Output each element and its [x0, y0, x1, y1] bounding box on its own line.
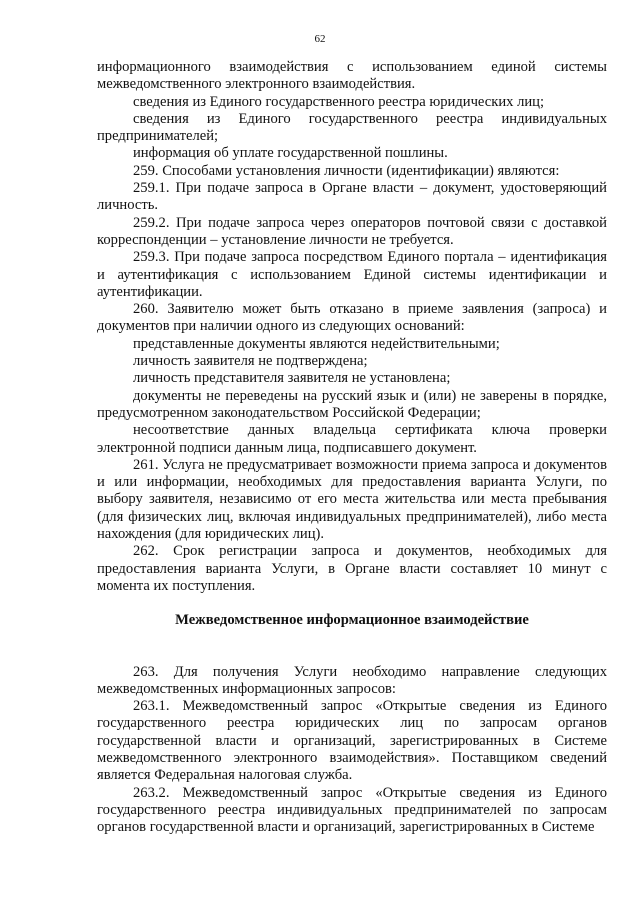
paragraph-259-3: 259.3. При подаче запроса посредством Единого портала – идентификация и аутентификация с использованием Единой системы идентификации и аутентификации.: [97, 249, 607, 300]
page-number: 62: [314, 33, 326, 45]
paragraph-263-1: 263.1. Межведомственный запрос «Открытые сведения из Единого государственного реестра юридических лиц по запросам органов государственной власти и организаций, зарегистрированных в Системе межведомственного электронного взаимодействия». Поставщиком сведений является Федеральная налоговая служба.: [97, 698, 607, 784]
list-item-egrip: сведения из Единого государственного реестра индивидуальных предпринимателей;: [97, 110, 607, 145]
paragraph-263-2: 263.2. Межведомственный запрос «Открытые сведения из Единого государственного реестра индивидуальных предпринимателей по запросам органов государственной власти и организаций, зарегистрированных в Системе: [97, 784, 607, 836]
document-body: [97, 59, 607, 836]
paragraph-263: 263. Для получения Услуги необходимо направление следующих межведомственных информационных запросов:: [97, 663, 607, 697]
list-item-representative-identity: личность представителя заявителя не установлена;: [133, 370, 451, 387]
list-item-invalid-documents: представленные документы являются недействительными;: [133, 335, 500, 352]
list-item-identity-not-confirmed: личность заявителя не подтверждена;: [133, 353, 368, 370]
list-item-documents-not-translated: документы не переведены на русский язык и (или) не заверены в порядке, предусмотренном законодательством Российской Федерации;: [97, 387, 607, 421]
paragraph-259-1: 259.1. При подаче запроса в Органе власти – документ, удостоверяющий личность.: [97, 180, 607, 214]
paragraph-260: 260. Заявителю может быть отказано в приеме заявления (запроса) и документов при наличии одного из следующих оснований:: [97, 301, 607, 335]
section-heading: Межведомственное информационное взаимодействие: [175, 612, 529, 629]
paragraph-continuation: информационного взаимодействия с использованием единой системы межведомственного электронного взаимодействия.: [97, 59, 607, 93]
list-item-state-fee: информация об уплате государственной пошлины.: [133, 145, 448, 162]
list-item-egrul: сведения из Единого государственного реестра юридических лиц;: [133, 93, 545, 110]
paragraph-261: 261. Услуга не предусматривает возможности приема запроса и документов и или информации, необходимых для предоставления варианта Услуги, по выбору заявителя, независимо от его места жительства или места пребывания (для физических лиц, включая индивидуальных предпринимателей), либо места нахождения (для юридических лиц).: [97, 456, 607, 543]
paragraph-262: 262. Срок регистрации запроса и документов, необходимых для предоставления варианта Услуги, в Органе власти составляет 10 минут с момента их поступления.: [97, 543, 607, 594]
paragraph-259: 259. Способами установления личности (идентификации) являются:: [133, 162, 560, 179]
paragraph-259-2: 259.2. При подаче запроса через операторов почтовой связи с доставкой корреспонденции – установление личности не требуется.: [97, 214, 607, 248]
list-item-certificate-mismatch: несоответствие данных владельца сертификата ключа проверки электронной подписи данным лица, подписавшего документ.: [97, 422, 607, 456]
